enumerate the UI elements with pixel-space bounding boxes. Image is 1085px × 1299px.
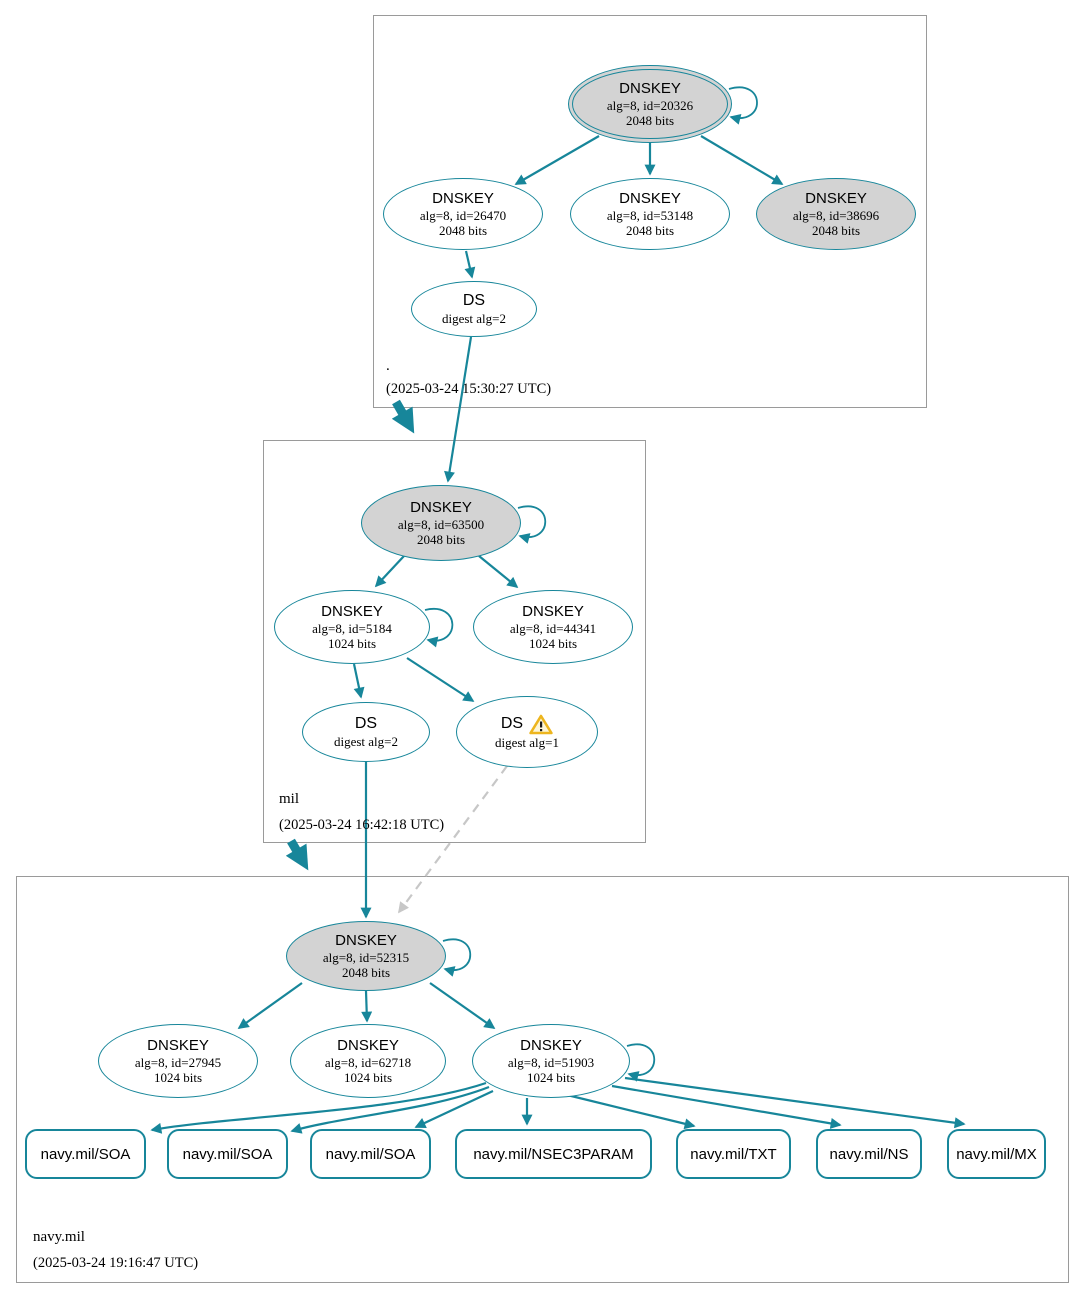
node-label: DNSKEY [147, 1036, 209, 1054]
rrset-mx: navy.mil/MX [947, 1129, 1046, 1179]
node-label: DNSKEY [432, 189, 494, 207]
rrset-soa-1: navy.mil/SOA [25, 1129, 146, 1179]
ds-node-mil-alg2 [302, 702, 430, 762]
node-alg: alg=8, id=52315 [322, 949, 410, 965]
dnskey-node-navy-62718 [290, 1024, 446, 1098]
node-alg: alg=8, id=5184 [312, 620, 392, 636]
node-label: DS [462, 291, 486, 309]
node-label: DNSKEY [321, 602, 383, 620]
node-alg: alg=8, id=26470 [419, 207, 507, 223]
dnskey-node-root-26470 [383, 178, 543, 250]
warning-icon [529, 714, 553, 735]
node-digest: digest alg=2 [333, 733, 399, 749]
node-alg: alg=8, id=51903 [507, 1054, 595, 1070]
zone-name-root: . [386, 358, 390, 374]
node-bits: 2048 bits [438, 222, 488, 238]
node-bits: 2048 bits [811, 222, 861, 238]
rrset-soa-2: navy.mil/SOA [167, 1129, 288, 1179]
node-label: DNSKEY [619, 189, 681, 207]
node-bits: 2048 bits [625, 112, 675, 128]
dnskey-node-navy-ksk [286, 921, 446, 991]
node-alg: alg=8, id=62718 [324, 1054, 412, 1070]
node-alg: alg=8, id=27945 [134, 1054, 222, 1070]
zone-timestamp-mil: (2025-03-24 16:42:18 UTC) [279, 817, 445, 833]
dnskey-node-root-ksk [568, 65, 732, 143]
edge-mil-to-navy-delegation [291, 841, 301, 858]
node-bits: 1024 bits [528, 635, 578, 651]
dnskey-node-mil-5184 [274, 590, 430, 664]
node-bits: 2048 bits [625, 222, 675, 238]
dnskey-node-navy-51903 [472, 1024, 630, 1098]
node-label: DNSKEY [337, 1036, 399, 1054]
node-alg: alg=8, id=38696 [792, 207, 880, 223]
node-label: DS [354, 714, 378, 732]
rrset-soa-3: navy.mil/SOA [310, 1129, 431, 1179]
dnskey-node-mil-44341 [473, 590, 633, 664]
node-bits: 1024 bits [526, 1069, 576, 1085]
dnskey-node-navy-27945 [98, 1024, 258, 1098]
dnskey-node-root-38696 [756, 178, 916, 250]
node-label: DNSKEY [520, 1036, 582, 1054]
node-label: DNSKEY [522, 602, 584, 620]
zone-name-navy-mil: navy.mil [33, 1229, 85, 1245]
node-bits: 2048 bits [341, 964, 391, 980]
node-bits: 1024 bits [153, 1069, 203, 1085]
node-label: DS [500, 714, 524, 732]
ds-node-root [411, 281, 537, 337]
node-label: DNSKEY [805, 189, 867, 207]
node-label: DNSKEY [410, 498, 472, 516]
node-bits: 1024 bits [327, 635, 377, 651]
rrset-txt: navy.mil/TXT [676, 1129, 791, 1179]
ds-node-mil-alg1-warning [456, 696, 598, 768]
node-alg: alg=8, id=20326 [606, 97, 694, 113]
node-digest: digest alg=1 [494, 734, 560, 750]
dnskey-node-root-53148 [570, 178, 730, 250]
node-digest: digest alg=2 [441, 310, 507, 326]
rrset-ns: navy.mil/NS [816, 1129, 922, 1179]
node-alg: alg=8, id=63500 [397, 516, 485, 532]
rrset-nsec3param: navy.mil/NSEC3PARAM [455, 1129, 652, 1179]
node-alg: alg=8, id=53148 [606, 207, 694, 223]
node-bits: 2048 bits [416, 531, 466, 547]
zone-name-mil: mil [279, 791, 300, 807]
node-alg: alg=8, id=44341 [509, 620, 597, 636]
zone-timestamp-root: (2025-03-24 15:30:27 UTC) [386, 381, 552, 397]
node-bits: 1024 bits [343, 1069, 393, 1085]
zone-timestamp-navy-mil: (2025-03-24 19:16:47 UTC) [33, 1255, 199, 1271]
dnskey-node-mil-ksk [361, 485, 521, 561]
node-label: DNSKEY [335, 931, 397, 949]
node-label: DNSKEY [619, 79, 681, 97]
